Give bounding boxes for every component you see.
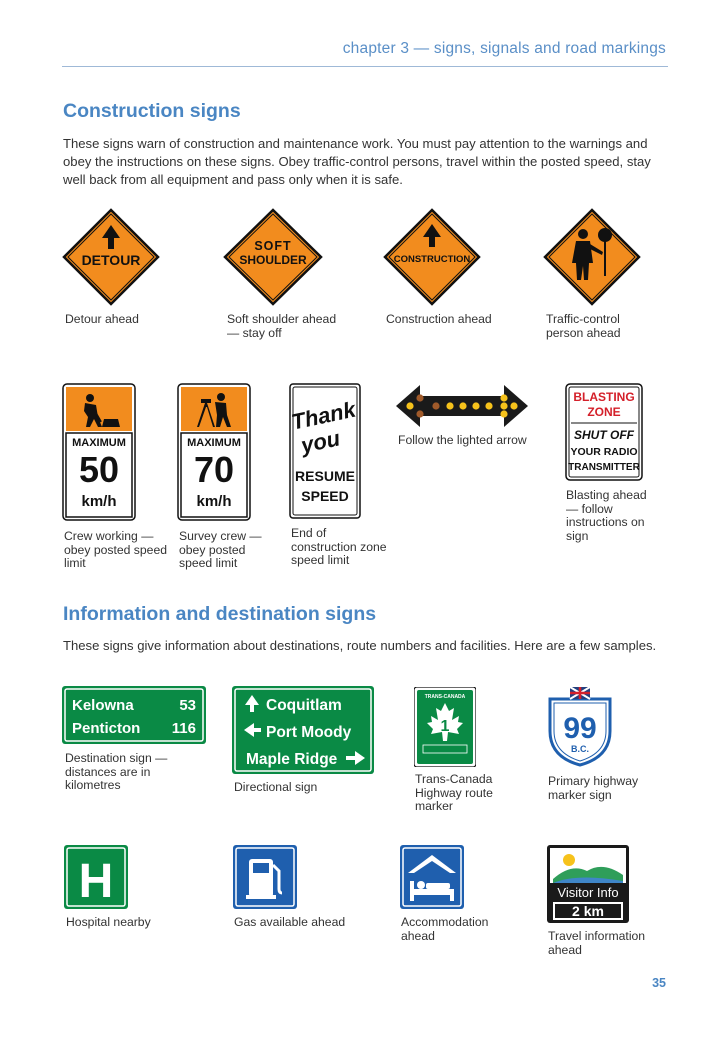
- detour-label: DETOUR: [81, 252, 141, 268]
- destination-sign: [62, 686, 206, 744]
- svg-text:H: H: [78, 855, 114, 908]
- accommodation-caption: Accommodation ahead: [401, 915, 489, 943]
- traffic-control-sign: [543, 208, 641, 306]
- visitor-info-caption: Travel information ahead: [548, 929, 646, 957]
- header-rule: [62, 66, 668, 67]
- gas-sign: [233, 845, 297, 909]
- visitor-info-sign: [547, 845, 629, 923]
- svg-text:53: 53: [179, 697, 196, 714]
- svg-text:Kelowna: Kelowna: [72, 697, 134, 714]
- page-number: 35: [652, 976, 666, 990]
- information-title: Information and destination signs: [63, 603, 377, 625]
- svg-text:70: 70: [193, 449, 235, 490]
- svg-text:Coquitlam: Coquitlam: [266, 697, 342, 714]
- svg-text:Visitor Info: Visitor Info: [557, 885, 619, 900]
- svg-text:you: you: [298, 425, 343, 458]
- svg-text:50: 50: [78, 449, 120, 490]
- traffic-control-caption: Traffic-control person ahead: [546, 312, 621, 340]
- blasting-zone-sign: [565, 383, 643, 481]
- survey-crew-caption: Survey crew — obey posted speed limit: [179, 529, 262, 570]
- svg-text:RESUME: RESUME: [295, 468, 355, 484]
- hospital-sign: [64, 845, 128, 909]
- svg-text:km/h: km/h: [81, 493, 117, 510]
- svg-text:YOUR RADIO: YOUR RADIO: [570, 446, 638, 458]
- construction-ahead-sign: [383, 208, 481, 306]
- svg-text:CONSTRUCTION: CONSTRUCTION: [393, 254, 471, 265]
- directional-caption: Directional sign: [234, 780, 318, 794]
- svg-text:TRANSMITTER: TRANSMITTER: [568, 462, 640, 473]
- blasting-caption: Blasting ahead — follow instructions on sign: [566, 488, 647, 543]
- svg-text:MAXIMUM: MAXIMUM: [72, 437, 126, 449]
- crew-working-caption: Crew working — obey posted speed limit: [64, 529, 167, 570]
- svg-text:SHUT OFF: SHUT OFF: [574, 428, 634, 442]
- construction-caption: Construction ahead: [386, 312, 492, 326]
- svg-text:B.C.: B.C.: [571, 744, 589, 754]
- accommodation-sign: [400, 845, 464, 909]
- end-construction-caption: End of construction zone speed limit: [291, 526, 387, 567]
- construction-intro: These signs warn of construction and maintenance work. You must pay attention to the warnings and obey the instructions on these signs. Obey traffic-control persons, travel within the posted speed, stay well back from all equipment and pass only when it is safe.: [63, 136, 651, 187]
- end-construction-sign: [289, 383, 361, 519]
- svg-text:MAXIMUM: MAXIMUM: [187, 437, 241, 449]
- gas-caption: Gas available ahead: [234, 915, 346, 929]
- detour-sign: [62, 208, 160, 306]
- svg-text:SOFT: SOFT: [254, 239, 292, 253]
- crew-working-sign: [62, 383, 136, 521]
- primary-highway-caption: Primary highway marker sign: [548, 774, 639, 802]
- svg-text:TRANS-CANADA: TRANS-CANADA: [424, 694, 466, 700]
- lighted-arrow-caption: Follow the lighted arrow: [398, 433, 527, 447]
- svg-text:Penticton: Penticton: [72, 720, 141, 737]
- primary-highway-marker: [546, 685, 614, 767]
- bc-flag-icon: [570, 687, 590, 699]
- detour-caption: Detour ahead: [65, 312, 139, 326]
- trans-canada-marker: [414, 687, 476, 767]
- trans-canada-caption: Trans-Canada Highway route marker: [415, 772, 493, 813]
- svg-text:2 km: 2 km: [572, 903, 604, 919]
- construction-title: Construction signs: [63, 100, 241, 122]
- svg-text:Port Moody: Port Moody: [266, 724, 352, 741]
- svg-text:km/h: km/h: [196, 493, 232, 510]
- svg-text:Maple Ridge: Maple Ridge: [246, 751, 338, 768]
- information-intro: These signs give information about destinations, route numbers and facilities. Here are a few samples.: [63, 638, 657, 653]
- directional-sign: [232, 686, 374, 774]
- lighted-arrow-board: [396, 383, 528, 429]
- soft-shoulder-caption: Soft shoulder ahead — stay off: [227, 312, 337, 340]
- svg-text:BLASTING: BLASTING: [573, 390, 635, 404]
- svg-text:1: 1: [440, 718, 450, 735]
- hospital-caption: Hospital nearby: [66, 915, 151, 929]
- svg-text:Thank: Thank: [289, 396, 358, 435]
- svg-text:99: 99: [563, 712, 597, 745]
- svg-text:ZONE: ZONE: [587, 405, 621, 419]
- survey-crew-sign: [177, 383, 251, 521]
- svg-text:116: 116: [171, 720, 196, 737]
- soft-shoulder-sign: [223, 208, 323, 306]
- svg-text:SPEED: SPEED: [301, 488, 349, 504]
- destination-caption: Destination sign — distances are in kilometres: [65, 751, 168, 792]
- chapter-header: chapter 3 — signs, signals and road markings: [342, 40, 666, 57]
- svg-text:SHOULDER: SHOULDER: [239, 253, 307, 267]
